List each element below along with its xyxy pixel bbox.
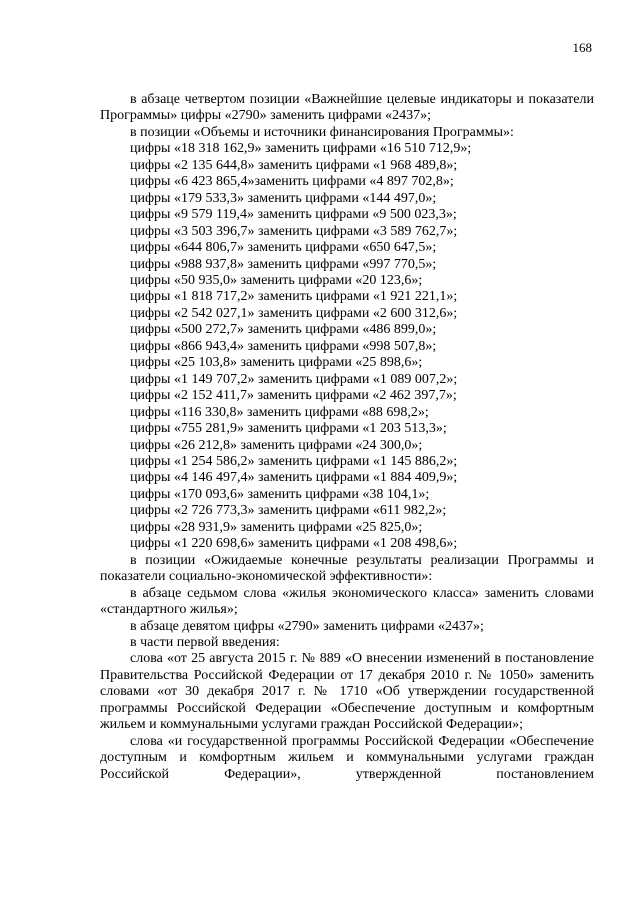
paragraph: цифры «1 818 717,2» заменить цифрами «1 921 221,1»; [130, 289, 458, 305]
paragraph: цифры «1 149 707,2» заменить цифрами «1 089 007,2»; [130, 371, 458, 387]
paragraph: в абзаце девятом цифры «2790» заменить цифрами «2437»; [130, 618, 484, 634]
paragraph: цифры «2 135 644,8» заменить цифрами «1 968 489,8»; [130, 157, 458, 173]
paragraph: в абзаце седьмом слова «жилья экономического класса» заменить словами «стандартного жилья»; [100, 585, 594, 618]
paragraph: цифры «4 146 497,4» заменить цифрами «1 884 409,9»; [130, 470, 458, 486]
paragraph: цифры «26 212,8» заменить цифрами «24 300,0»; [130, 437, 423, 453]
paragraph: цифры «170 093,6» заменить цифрами «38 104,1»; [130, 486, 430, 502]
paragraph: цифры «866 943,4» заменить цифрами «998 507,8»; [130, 338, 437, 354]
paragraph: цифры «50 935,0» заменить цифрами «20 123,6»; [130, 272, 423, 288]
paragraph: цифры «179 533,3» заменить цифрами «144 497,0»; [130, 190, 437, 206]
paragraph: цифры «1 220 698,6» заменить цифрами «1 208 498,6»; [130, 536, 458, 552]
paragraph: цифры «755 281,9» заменить цифрами «1 203 513,3»; [130, 421, 447, 437]
paragraph: в абзаце четвертом позиции «Важнейшие целевые индикаторы и показатели Программы» цифры «2790» заменить цифрами «2437»; [100, 92, 594, 124]
paragraph: цифры «116 330,8» заменить цифрами «88 698,2»; [130, 404, 429, 420]
paragraph: в позиции «Ожидаемые конечные результаты реализации Программы и показатели социально-экономической эффективности»: [100, 552, 594, 585]
paragraph: цифры «500 272,7» заменить цифрами «486 899,0»; [130, 322, 437, 338]
paragraph: цифры «3 503 396,7» заменить цифрами «3 589 762,7»; [130, 223, 458, 239]
paragraph: цифры «9 579 119,4» заменить цифрами «9 500 023,3»; [130, 207, 457, 223]
paragraph: цифры «25 103,8» заменить цифрами «25 898,6»; [130, 355, 423, 371]
paragraph: цифры «644 806,7» заменить цифрами «650 647,5»; [130, 240, 437, 256]
paragraph: цифры «28 931,9» заменить цифрами «25 825,0»; [130, 519, 423, 535]
paragraph: цифры «988 937,8» заменить цифрами «997 770,5»; [130, 256, 437, 272]
paragraph: слова «от 25 августа 2015 г. № 889 «О внесении изменений в постановление Правительства Российской Федерации от 17 декабря 2010 г. № 1050» заменить словами «от 30 декабря 2017 г. № 1710 «Об утверждении государственной программы Российской Федерации «Обеспечение доступным и комфортным жильем и коммунальными услугами граждан Российской Федерации»; [100, 651, 594, 733]
paragraph: в позиции «Объемы и источники финансирования Программы»: [130, 124, 514, 140]
paragraph: цифры «2 542 027,1» заменить цифрами «2 600 312,6»; [130, 305, 458, 321]
paragraph: слова «и государственной программы Российской Федерации «Обеспечение доступным и комфортным жильем и коммунальными услугами граждан Российской Федерации», утвержденной постановлением [100, 733, 594, 782]
paragraph: цифры «1 254 586,2» заменить цифрами «1 145 886,2»; [130, 453, 458, 469]
paragraph: цифры «6 423 865,4»заменить цифрами «4 897 702,8»; [130, 174, 454, 190]
paragraph: цифры «18 318 162,9» заменить цифрами «16 510 712,9»; [130, 141, 472, 157]
paragraph: цифры «2 152 411,7» заменить цифрами «2 462 397,7»; [130, 388, 457, 404]
paragraph: цифры «2 726 773,3» заменить цифрами «611 982,2»; [130, 503, 447, 519]
document-body [100, 92, 594, 783]
paragraph: в части первой введения: [130, 634, 280, 650]
page-number: 168 [572, 40, 592, 55]
